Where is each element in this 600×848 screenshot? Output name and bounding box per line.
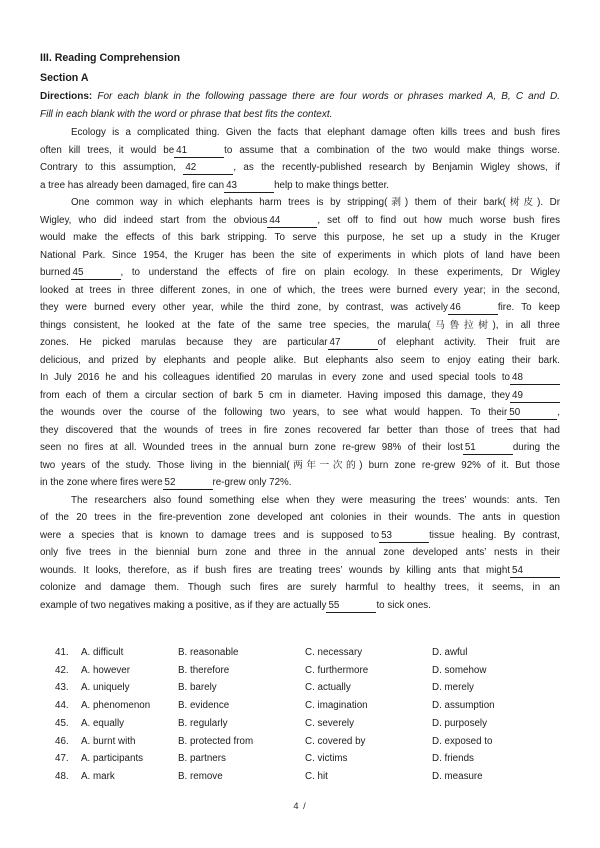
passage-line: Wigley, who did indeed start from the obvious 44 , set off to find out how much worse bush fires — [40, 214, 560, 226]
blank-43: 43 — [224, 180, 274, 193]
option-c: C. furthermore — [305, 664, 369, 676]
passage-line: burned 45 , to understand the effects of fire on plain ecology. In these experiments, Dr Wigley — [40, 267, 560, 278]
passage-line: things consistent, he looked at the fate of the same tree species, the marula(马鲁拉树), in all three — [40, 319, 560, 331]
passage-line: seen no fires at all. Wounded trees in the annual burn zone re-grew 98% of their lost 51 during the — [40, 442, 561, 453]
option-d: D. somehow — [432, 664, 487, 676]
section-title: III. Reading Comprehension — [40, 52, 181, 64]
page-number: 4 / — [293, 801, 307, 811]
question-number: 44. — [55, 700, 69, 712]
passage-line: example of two negatives making a positive, as if they are actually 55 to sick ones. — [40, 599, 431, 611]
option-a: A. burnt with — [81, 735, 136, 747]
question-row — [55, 750, 560, 768]
question-number: 42. — [55, 664, 69, 676]
option-a: A. participants — [81, 753, 144, 765]
passage-line: zones. He picked marulas because they are particular 47 of elephant activity. Their fruit are — [40, 337, 560, 348]
blank-47: 47 — [328, 337, 378, 350]
passage-line: Ecology is a complicated thing. Given the facts that elephant damage often kills trees and bush fires — [71, 127, 560, 138]
passage-line: colonize and damage them. Though such fires are surely harmful to healthy trees, it seems, in an — [40, 582, 560, 593]
question-row — [55, 679, 560, 697]
option-a: A. however — [81, 664, 131, 676]
blank-44: 44 — [267, 215, 317, 228]
question-number: 41. — [55, 647, 69, 658]
passage-line: often kill trees, it would be 41 to assume that a combination of the two would make things worse. — [40, 144, 560, 156]
option-c: C. necessary — [305, 647, 363, 658]
blank-42: 42 — [183, 162, 233, 175]
question-row — [55, 733, 560, 751]
passage-line: in the zone where fires were 52 re-grew only 72%. — [40, 477, 292, 488]
directions-line — [40, 88, 560, 106]
question-row — [55, 768, 560, 786]
option-c: C. hit — [305, 770, 328, 782]
passage-line: the wounds over the course of the following two years, to see what would happen. To their 50 , — [40, 407, 560, 418]
directions-text: Fill in each blank with the word or phrase that best fits the context. — [40, 109, 333, 120]
passage-line: In July 2016 he and his colleagues identified 20 marulas in every zone and used special tools to 48 — [40, 369, 560, 387]
subsection-title: Section A — [40, 72, 89, 84]
option-d: D. assumption — [432, 700, 495, 712]
option-b: B. barely — [178, 682, 217, 694]
blank-48: 48 — [510, 372, 560, 385]
option-a: A. equally — [81, 717, 125, 729]
passage-line: would make the effects of this bark stripping. To serve this purpose, he set up a study in the Kruger — [40, 232, 560, 243]
option-a: A. uniquely — [81, 682, 130, 694]
option-b: B. therefore — [178, 664, 230, 676]
option-c: C. victims — [305, 753, 348, 765]
passage — [40, 124, 560, 614]
option-c: C. severely — [305, 717, 354, 729]
option-d: D. measure — [432, 770, 483, 782]
passage-line: One common way in which elephants harm trees is by stripping(剥) them of their bark(树皮). Dr — [71, 197, 560, 208]
passage-line: wounds. It looks, therefore, as if bush fires are treating trees’ wounds by killing ants that might 54 — [40, 562, 560, 580]
option-b: B. remove — [178, 770, 223, 782]
passage-line: were a species that is known to damage trees and is supposed to 53 tissue healing. By contrast, — [40, 529, 560, 541]
option-b: B. protected from — [178, 735, 254, 747]
blank-41: 41 — [174, 145, 224, 158]
directions-label: Directions: — [40, 91, 93, 102]
option-d: D. exposed to — [432, 735, 493, 747]
passage-line: a tree has already been damaged, fire can 43 help to make things better. — [40, 179, 390, 191]
question-row — [55, 662, 560, 680]
question-row — [55, 644, 560, 662]
question-number: 46. — [55, 735, 69, 747]
passage-line: looked at trees in three different zones, in one of which, the trees were burned every year; in the second, — [40, 284, 560, 296]
option-d: D. merely — [432, 682, 474, 694]
question-number: 47. — [55, 753, 69, 765]
passage-line: delicious, and prized by elephants and people alike. But elephants also seem to enjoy eating their bark. — [40, 354, 560, 366]
passage-line: two years of the study. Those living in the biennial(两年一次的) burn zone re-grew 92% of it. But those — [40, 459, 560, 471]
option-b: B. reasonable — [178, 647, 239, 658]
passage-line: National Park. Since 1954, the Kruger has been the site of experiments in which plots of land have been — [40, 249, 560, 261]
blank-55: 55 — [326, 600, 376, 613]
directions-line — [40, 106, 560, 124]
option-d: D. friends — [432, 753, 474, 765]
blank-54: 54 — [510, 565, 560, 578]
question-number: 45. — [55, 717, 69, 729]
directions-text: For each blank in the following passage there are four words or phrases marked A, B, C and D. — [97, 91, 560, 102]
question-row — [55, 715, 560, 733]
blank-53: 53 — [379, 530, 429, 543]
directions — [40, 88, 560, 124]
blank-45: 45 — [71, 267, 121, 280]
option-c: C. imagination — [305, 700, 368, 712]
blank-50: 50 — [507, 407, 557, 420]
passage-line: they discovered that the wounds of trees in fire zones recovered far better than those of trees that had — [40, 424, 560, 436]
option-b: B. partners — [178, 753, 226, 765]
option-b: B. regularly — [178, 717, 228, 729]
blank-49: 49 — [510, 390, 560, 403]
blank-52: 52 — [163, 477, 213, 490]
options-table — [40, 644, 560, 786]
passage-line: The researchers also found something else when they were measuring the trees’ wounds: ants. Ten — [71, 494, 560, 506]
passage-line: from each of them a circular section of bark 5 cm in diameter. Having imposed this damage, they 49 — [40, 387, 560, 405]
option-a: A. phenomenon — [81, 700, 151, 712]
option-a: A. difficult — [81, 647, 124, 658]
passage-line: they were burned every other year, while the third zone, by contrast, was actively 46 fire. To keep — [40, 302, 560, 313]
question-row — [55, 697, 560, 715]
question-number: 48. — [55, 770, 69, 782]
blank-51: 51 — [463, 442, 513, 455]
option-d: D. purposely — [432, 717, 487, 729]
option-c: C. covered by — [305, 735, 366, 747]
passage-line: only five trees in the biennial burn zone and three in the annual zone developed ants’ nests in their — [40, 547, 560, 558]
option-b: B. evidence — [178, 700, 230, 712]
passage-line: of the 20 trees in the fire-prevention zone developed ant colonies in their wounds. The ants in question — [40, 512, 560, 523]
option-d: D. awful — [432, 647, 468, 658]
blank-46: 46 — [448, 302, 498, 315]
question-number: 43. — [55, 682, 69, 694]
option-c: C. actually — [305, 682, 351, 694]
passage-line: Contrary to this assumption, 42 , as the recently-published research by Benjamin Wigley shows, if — [40, 162, 560, 173]
option-a: A. mark — [81, 770, 115, 782]
